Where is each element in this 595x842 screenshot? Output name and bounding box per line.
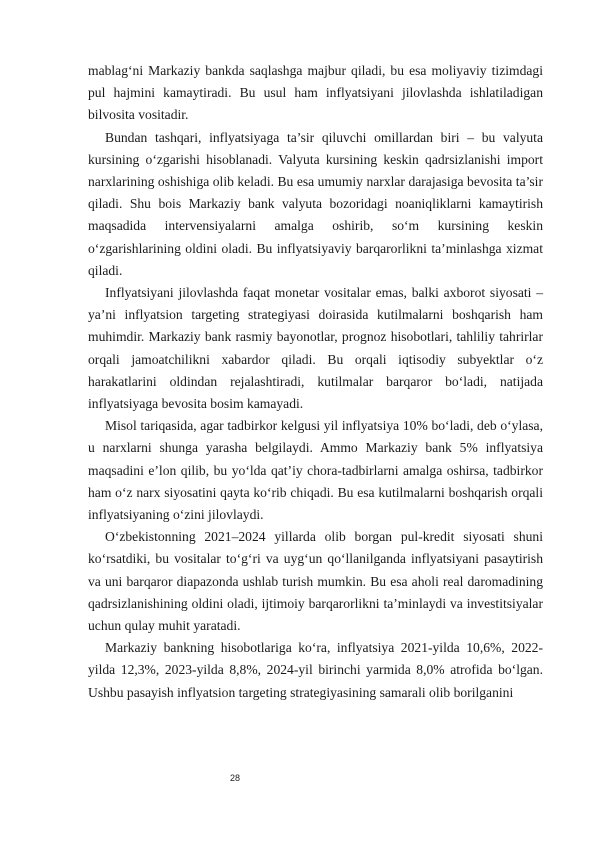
document-body <box>88 60 543 704</box>
paragraph-example: Misol tariqasida, agar tadbirkor kelgusi yil inflyatsiya 10% bo‘ladi, deb o‘ylasa, u narxlarni shunga yarasha belgilaydi. Ammo Markaziy bank 5% inflyatsiya maqsadini e’lon qilib, bu yo‘lda qat’iy chora-tadbirlarni amalga oshirsa, tadbirkor ham o‘z narx siyosatini qayta ko‘rib chiqadi. Bu esa kutilmalarni boshqarish orqali inflyatsiyaning o‘zini jilovlaydi. <box>88 418 543 523</box>
paragraph-exchange-rate: Bundan tashqari, inflyatsiyaga ta’sir qiluvchi omillardan biri – bu valyuta kursining o‘zgarishi hisoblanadi. Valyuta kursining keskin qadrsizlanishi import narxlarining oshishiga olib keladi. Bu esa umumiy narxlar darajasiga bevosita ta’sir qiladi. Shu bois Markaziy bank valyuta bozoridagi noaniqliklarni kamaytirish maqsadida intervensiyalarni amalga oshirib, so‘m kursining keskin o‘zgarishlarining oldini oladi. Bu inflyatsiyaviy barqarorlikni ta’minlashga xizmat qiladi. <box>88 129 543 278</box>
paragraph-information-policy: Inflyatsiyani jilovlashda faqat monetar vositalar emas, balki axborot siyosati – ya’ni inflyatsion targeting strategiyasi doirasida kutilmalarni boshqarish ham muhimdir. Markaziy bank rasmiy bayonotlar, prognoz hisobotlari, tahliliy tahrirlar orqali jamoatchilikni xabardor qiladi. Bu orqali iqtisodiy subyektlar o‘z harakatlarini oldindan rejalashtiradi, kutilmalar barqaror bo‘ladi, natijada inflyatsiyaga bevosita bosim kamayadi. <box>88 285 543 412</box>
paragraph-continuation: mablag‘ni Markaziy bankda saqlashga majbur qiladi, bu esa moliyaviy tizimdagi pul hajmini kamaytiradi. Bu usul ham inflyatsiyani jilovlashda ishlatiladigan bilvosita vositadir. <box>88 63 543 123</box>
paragraph-inflation-statistics: Markaziy bankning hisobotlariga ko‘ra, inflyatsiya 2021-yilda 10,6%, 2022-yilda 12,3%, 2023-yilda 8,8%, 2024-yil birinchi yarmida 8,0% atrofida bo‘lgan. Ushbu pasayish inflyatsion targeting strategiyasining samarali olib borilganini <box>88 640 543 700</box>
page-number: 28 <box>229 773 240 783</box>
paragraph-uzbekistan-policy: O‘zbekistonning 2021–2024 yillarda olib borgan pul-kredit siyosati shuni ko‘rsatdiki, bu vositalar to‘g‘ri va uyg‘un qo‘llanilganda inflyatsiyani pasaytirish va uni barqaror diapazonda ushlab turish mumkin. Bu esa aholi real daromadining qadrsizlanishining oldini oladi, ijtimoiy barqarorlikni ta’minlaydi va investitsiyalar uchun qulay muhit yaratadi. <box>88 529 543 634</box>
